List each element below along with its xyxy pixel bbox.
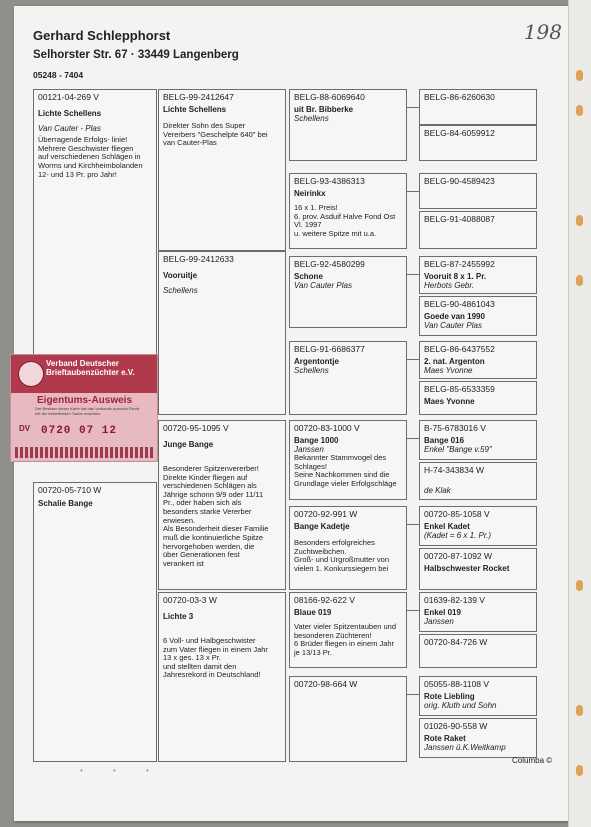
binder-hole-icon bbox=[576, 105, 583, 116]
subject2-ring: 00720-05-710 W bbox=[38, 485, 102, 495]
ggp-ring: 00720-87-1092 W bbox=[424, 551, 493, 561]
parent-name: Vooruitje bbox=[163, 270, 198, 280]
connector-line bbox=[407, 274, 419, 275]
connector-line bbox=[407, 694, 419, 695]
parent-name: Lichte 3 bbox=[163, 611, 194, 621]
ggp-ring: 01639-82-139 V bbox=[424, 595, 485, 605]
owner-name: Gerhard Schlepphorst bbox=[33, 28, 171, 43]
great-grandparent-box bbox=[419, 256, 537, 294]
ggp-name: Rote Liebling bbox=[424, 691, 475, 701]
parent-text: Direkter Sohn des Super Vererbers "Geschelpte 640" bei van Cauter-Plas bbox=[163, 120, 268, 148]
great-grandparent-box bbox=[419, 506, 537, 546]
ggp-ring: BELG-90-4589423 bbox=[424, 176, 495, 186]
grandparent-text: Vater vieler Spitzentauben und besonderen Züchteren! 6 Brüder fliegen in einem Jahr je 13/13 Pr. bbox=[294, 621, 397, 657]
parent-ring: 00720-95-1095 V bbox=[163, 423, 229, 433]
great-grandparent-box bbox=[419, 125, 537, 161]
parent-name: Junge Bange bbox=[163, 439, 214, 449]
grandparent-box bbox=[289, 506, 407, 590]
great-grandparent-box bbox=[419, 676, 537, 716]
ggp-ring: BELG-91-4088087 bbox=[424, 214, 495, 224]
parent-box bbox=[158, 251, 286, 415]
sticker-title: Eigentums-Ausweis bbox=[37, 395, 133, 406]
grandparent-ring: 08166-92-622 V bbox=[294, 595, 355, 605]
sticker-code: 0720 07 12 bbox=[41, 425, 118, 437]
subject-breeder: Van Cauter - Plas bbox=[38, 123, 101, 133]
owner-phone: 05248 - 7404 bbox=[33, 70, 84, 80]
great-grandparent-box bbox=[419, 548, 537, 590]
grandparent-box bbox=[289, 89, 407, 161]
great-grandparent-box bbox=[419, 462, 537, 500]
subject2-box bbox=[33, 482, 157, 762]
grandparent-name: Bange Kadetje bbox=[294, 521, 350, 531]
grandparent-ring: 00720-98-664 W bbox=[294, 679, 358, 689]
grandparent-box bbox=[289, 341, 407, 415]
binder-hole-icon bbox=[576, 70, 583, 81]
binder-strip bbox=[568, 0, 591, 827]
sticker-brand-line1: Verband Deutscher bbox=[46, 359, 119, 368]
ggp-ring: BELG-84-6059912 bbox=[424, 128, 495, 138]
ggp-breeder: Janssen bbox=[424, 616, 454, 626]
great-grandparent-box bbox=[419, 718, 537, 758]
sticker-small-text: Der Besitzer dieser Karte hat das Verbands-ausweis Recht mit der betreffenden Taube erworben bbox=[35, 406, 140, 416]
grandparent-text: Besonders erfolgreiches Zuchtweibchen. Groß- und Urgroßmutter von vielen 1. Konkurssiegern bei bbox=[294, 537, 390, 573]
ggp-name: Vooruit 8 x 1. Pr. bbox=[424, 271, 487, 281]
grandparent-box bbox=[289, 676, 407, 762]
grandparent-name: uit Br. Bibberke bbox=[294, 104, 354, 114]
connector-line bbox=[407, 524, 419, 525]
parent-box bbox=[158, 420, 286, 590]
footer-copyright: Columba © bbox=[512, 756, 553, 765]
ggp-ring: BELG-86-6260630 bbox=[424, 92, 495, 102]
ggp-ring: BELG-87-2455992 bbox=[424, 259, 495, 269]
ggp-name: Halbschwester Rocket bbox=[424, 563, 510, 573]
grandparent-text: 16 x 1. Preis! 6. prov. Asduif Halve Fond Ost Vl. 1997 u. weitere Spitze mit u.a. bbox=[294, 202, 396, 238]
connector-line bbox=[407, 107, 419, 108]
parent-ring: BELG-99-2412647 bbox=[163, 92, 234, 102]
grandparent-breeder: Van Cauter Plas bbox=[294, 280, 352, 290]
connector-line bbox=[407, 191, 419, 192]
decorative-dots: • • • bbox=[80, 766, 163, 775]
grandparent-ring: 00720-83-1000 V bbox=[294, 423, 360, 433]
grandparent-ring: BELG-93-4386313 bbox=[294, 176, 365, 186]
grandparent-ring: 00720-92-991 W bbox=[294, 509, 358, 519]
binder-hole-icon bbox=[576, 580, 583, 591]
subject-box bbox=[33, 89, 157, 357]
ggp-name: 2. nat. Argenton bbox=[424, 356, 485, 366]
ggp-name: Bange 016 bbox=[424, 435, 465, 445]
grandparent-box bbox=[289, 256, 407, 328]
parent-text: 6 Voll- und Halbgeschwister zum Vater fliegen in einem Jahr 13 x ges. 13 x Pr. und stellten damit den Jahresrekord in Deutschland! bbox=[163, 635, 268, 680]
binder-hole-icon bbox=[576, 275, 583, 286]
grandparent-box bbox=[289, 592, 407, 668]
parent-ring: BELG-99-2412633 bbox=[163, 254, 234, 264]
grandparent-ring: BELG-88-6069640 bbox=[294, 92, 365, 102]
great-grandparent-box bbox=[419, 420, 537, 460]
great-grandparent-box bbox=[419, 592, 537, 632]
grandparent-breeder: Janssen bbox=[294, 444, 324, 454]
ggp-ring: 01026-90-558 W bbox=[424, 721, 488, 731]
parent-text: Besonderer Spitzenvererber! Direkte Kinder fliegen auf verschiedenen Schlägen als Jährige schonn 9/9 oder 11/11 Pr., oder haben sich als besonders starke Vererber erwiesen. Als Besonderheit dieser Familie muß die kontinuierliche Spitze hervorgehoben werden, die über Generationen fest verankert ist bbox=[163, 463, 269, 568]
ggp-breeder: orig. Kluth und Sohn bbox=[424, 700, 497, 710]
ggp-ring: BELG-90-4861043 bbox=[424, 299, 495, 309]
great-grandparent-box bbox=[419, 211, 537, 249]
ggp-breeder: Herbots Gebr. bbox=[424, 280, 474, 290]
parent-box bbox=[158, 89, 286, 251]
parent-box bbox=[158, 592, 286, 762]
great-grandparent-box bbox=[419, 381, 537, 415]
sticker-brand bbox=[46, 360, 135, 378]
ggp-breeder: Van Cauter Plas bbox=[424, 320, 482, 330]
parent-ring: 00720-03-3 W bbox=[163, 595, 217, 605]
ggp-name: Maes Yvonne bbox=[424, 396, 475, 406]
sticker-pattern bbox=[15, 447, 155, 458]
owner-address: Selhorster Str. 67 · 33449 Langenberg bbox=[33, 49, 239, 61]
sticker-header bbox=[11, 355, 157, 393]
ggp-name: Rote Raket bbox=[424, 733, 466, 743]
ggp-ring: 05055-88-1108 V bbox=[424, 679, 490, 689]
subject-name: Lichte Schellens bbox=[38, 108, 102, 118]
great-grandparent-box bbox=[419, 89, 537, 125]
pigeon-logo-icon bbox=[18, 361, 44, 387]
grandparent-ring: BELG-92-4580299 bbox=[294, 259, 365, 269]
subject2-name: Schalie Bange bbox=[38, 498, 93, 508]
ggp-ring: 00720-85-1058 V bbox=[424, 509, 490, 519]
binder-hole-icon bbox=[576, 765, 583, 776]
great-grandparent-box bbox=[419, 634, 537, 668]
sticker-brand-line2: Brieftaubenzüchter e.V. bbox=[46, 367, 135, 377]
connector-line bbox=[407, 438, 419, 439]
grandparent-text: Bekannter Stammvogel des Schlages! Seine Nachkommen sind die Grundlage vieler Erfolgschläge bbox=[294, 453, 397, 489]
ggp-name: Enkel Kadet bbox=[424, 521, 470, 531]
sticker-dv: DV bbox=[19, 424, 31, 433]
grandparent-name: Argentontje bbox=[294, 356, 339, 366]
great-grandparent-box bbox=[419, 341, 537, 379]
subject-ring: 00121-04-269 V bbox=[38, 92, 99, 102]
ggp-ring: H-74-343834 W bbox=[424, 465, 485, 475]
grandparent-breeder: Schellens bbox=[294, 113, 329, 123]
ggp-name: Enkel 019 bbox=[424, 607, 461, 617]
ggp-breeder: Maes Yvonne bbox=[424, 365, 473, 375]
connector-line bbox=[407, 359, 419, 360]
ggp-breeder: de Klak bbox=[424, 485, 451, 495]
ggp-breeder: Janssen ü.K.Weitkamp bbox=[424, 742, 506, 752]
grandparent-ring: BELG-91-6686377 bbox=[294, 344, 365, 354]
binder-hole-icon bbox=[576, 705, 583, 716]
grandparent-name: Schone bbox=[294, 271, 323, 281]
ggp-breeder: Enkel "Bange v.59" bbox=[424, 444, 492, 454]
parent-breeder: Schellens bbox=[163, 285, 198, 295]
grandparent-name: Blaue 019 bbox=[294, 607, 332, 617]
subject-text: Überragende Erfolgs- linie! Mehrere Geschwister fliegen auf verschiedenen Schlägen in Worms und Kirchheimbolanden 12- und 13 Pr. pro Jahr! bbox=[38, 135, 143, 179]
binder-hole-icon bbox=[576, 215, 583, 226]
grandparent-box bbox=[289, 173, 407, 249]
ownership-sticker bbox=[10, 354, 158, 462]
connector-line bbox=[407, 610, 419, 611]
grandparent-box bbox=[289, 420, 407, 500]
ggp-ring: B-75-6783016 V bbox=[424, 423, 486, 433]
ggp-ring: 00720-84-726 W bbox=[424, 637, 488, 647]
great-grandparent-box bbox=[419, 296, 537, 336]
great-grandparent-box bbox=[419, 173, 537, 209]
grandparent-name: Neirinkx bbox=[294, 188, 326, 198]
grandparent-breeder: Schellens bbox=[294, 365, 329, 375]
ggp-ring: BELG-86-6437552 bbox=[424, 344, 495, 354]
ggp-breeder: (Kadet = 6 x 1. Pr.) bbox=[424, 530, 492, 540]
handwritten-number: 198 bbox=[523, 20, 562, 44]
grandparent-name: Bange 1000 bbox=[294, 435, 339, 445]
parent-name: Lichte Schellens bbox=[163, 104, 227, 114]
ggp-ring: BELG-85-6533359 bbox=[424, 384, 495, 394]
ggp-name: Goede van 1990 bbox=[424, 311, 485, 321]
